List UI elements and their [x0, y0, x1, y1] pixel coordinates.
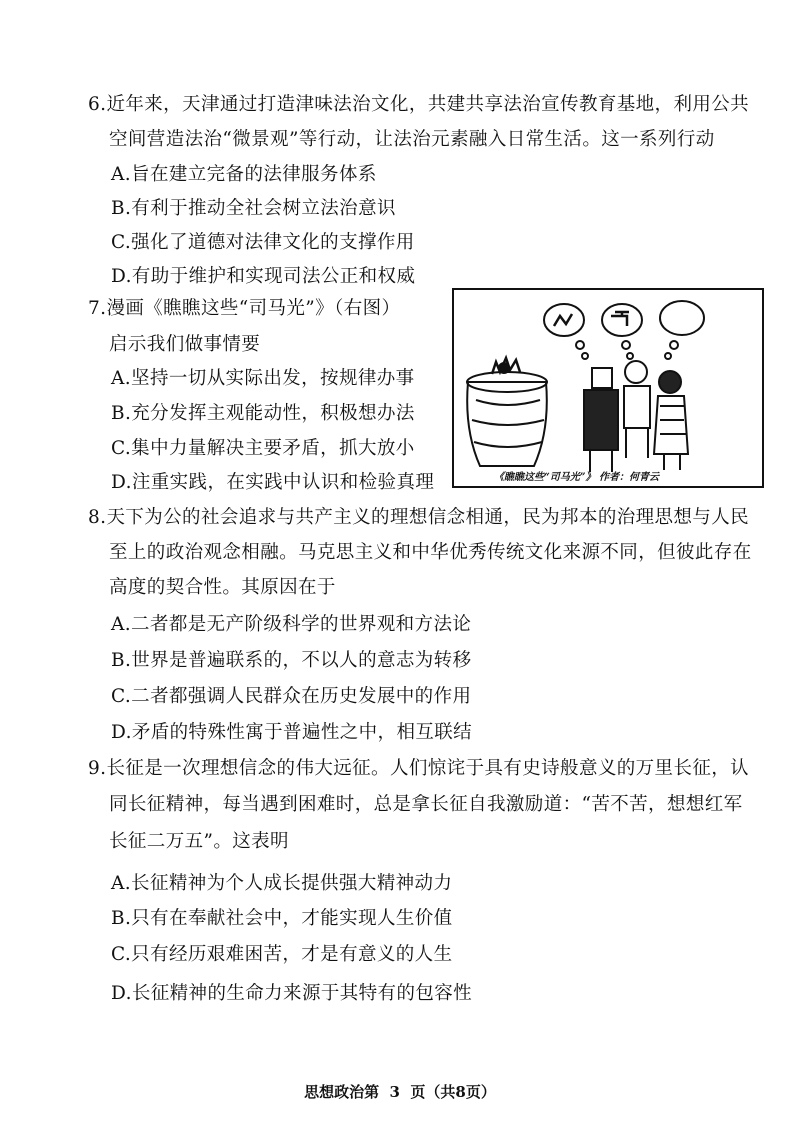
- thought-bubble-rock: [544, 304, 588, 359]
- page-footer: 思想政治第 3 页（共8页）: [304, 1083, 496, 1101]
- q6-option-a: A.旨在建立完备的法律服务体系: [111, 164, 377, 185]
- cartoon-illustration: [454, 290, 762, 486]
- q8-option-c: C.二者都强调人民群众在历史发展中的作用: [111, 686, 472, 707]
- q9-stem-line-2: 同长征精神，每当遇到困难时，总是拿长征自我激励道：“苦不苦，想想红军: [109, 794, 743, 815]
- q9-option-c: C.只有经历艰难困苦，才是有意义的人生: [111, 944, 453, 965]
- q6-stem-line-1: 6.近年来，天津通过打造津味法治文化，共建共享法治宣传教育基地，利用公共: [88, 94, 750, 115]
- water-vat: [467, 358, 547, 466]
- q9-option-b: B.只有在奉献社会中，才能实现人生价值: [111, 908, 453, 929]
- q6-option-c: C.强化了道德对法律文化的支撑作用: [111, 232, 415, 253]
- q7-option-d: D.注重实践，在实践中认识和检验真理: [111, 472, 435, 493]
- q8-stem-line-1: 8.天下为公的社会追求与共产主义的理想信念相通，民为邦本的治理思想与人民: [88, 507, 750, 528]
- q8-stem-line-2: 至上的政治观念相融。马克思主义和中华优秀传统文化来源不同，但彼此存在: [109, 542, 752, 563]
- q8-stem-line-3: 高度的契合性。其原因在于: [109, 577, 336, 598]
- q6-option-b: B.有利于推动全社会树立法治意识: [111, 198, 396, 219]
- q6-stem-line-2: 空间营造法治“微景观”等行动，让法治元素融入日常生活。这一系列行动: [109, 129, 715, 150]
- q9-stem-line-3: 长征二万五”。这表明: [109, 831, 289, 852]
- q9-stem-line-1: 9.长征是一次理想信念的伟大远征。人们惊诧于具有史诗般意义的万里长征，认: [88, 758, 750, 779]
- thought-bubble-empty: [660, 301, 704, 359]
- figure-right: [654, 371, 688, 470]
- cartoon-caption: 《瞧瞧这些“司马光”》 作者：何青云: [494, 472, 659, 483]
- thought-bubble-faucet: [602, 304, 642, 359]
- q8-option-d: D.矛盾的特殊性寓于普遍性之中，相互联结: [111, 722, 473, 743]
- q7-option-a: A.坚持一切从实际出发，按规律办事: [111, 368, 415, 389]
- figure-left: [584, 368, 618, 472]
- q8-option-a: A.二者都是无产阶级科学的世界观和方法论: [111, 614, 472, 635]
- q7-option-c: C.集中力量解决主要矛盾，抓大放小: [111, 438, 415, 459]
- q9-option-d: D.长征精神的生命力来源于其特有的包容性: [111, 983, 473, 1004]
- q7-option-b: B.充分发挥主观能动性，积极想办法: [111, 403, 415, 424]
- q6-option-d: D.有助于维护和实现司法公正和权威: [111, 266, 416, 287]
- cartoon-figure: [452, 288, 764, 488]
- q7-stem-line-2: 启示我们做事情要: [109, 334, 261, 355]
- q9-option-a: A.长征精神为个人成长提供强大精神动力: [111, 873, 453, 894]
- q7-stem-line-1: 7.漫画《瞧瞧这些“司马光”》（右图）: [88, 298, 401, 319]
- figure-middle: [624, 361, 650, 458]
- q8-option-b: B.世界是普遍联系的，不以人的意志为转移: [111, 650, 472, 671]
